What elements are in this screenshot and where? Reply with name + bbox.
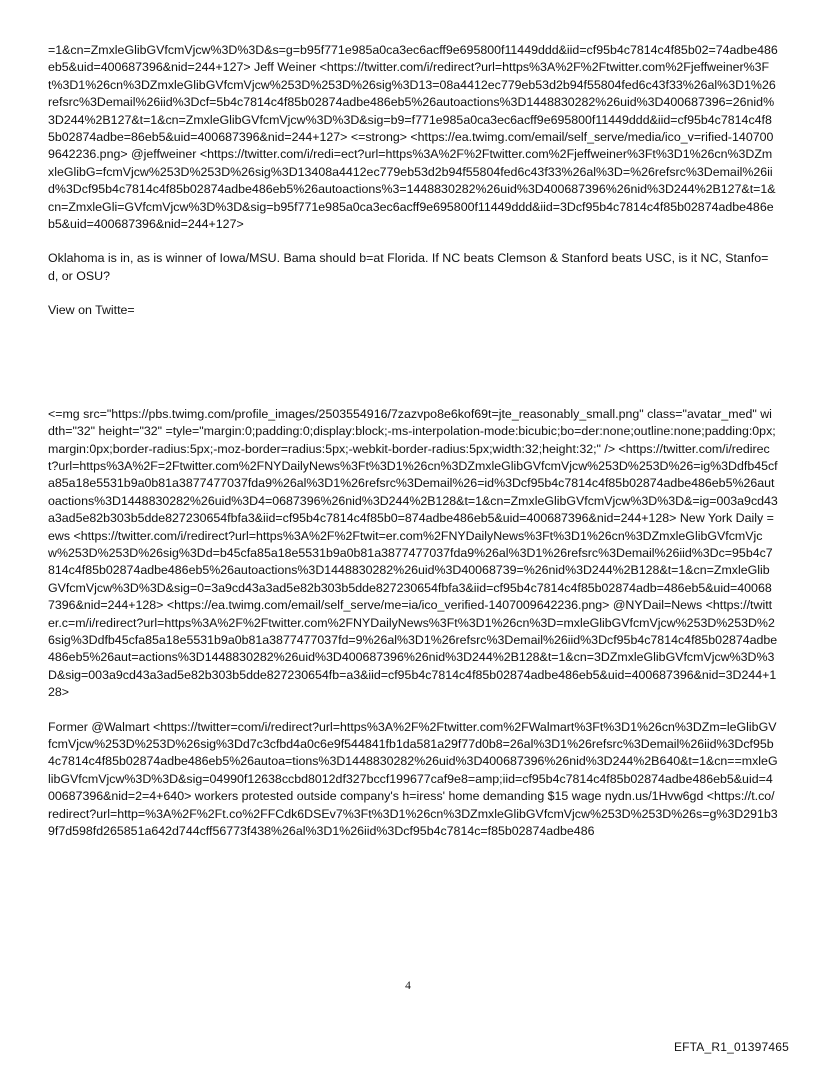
email-document-body <box>48 42 778 840</box>
view-on-twitter-text: View on Twitte= <box>48 303 135 318</box>
paragraph-nydailynews-header: <=mg src="https://pbs.twimg.com/profile_images/2503554916/7zazvpo8e6kof69t=jte_reasonably_small.png" class="avatar_med" width="32" height="32" =tyle="margin:0;padding:0;display:block;-ms-interpolation-mode:bicubic;bo=der:none;outline:none;padding:0px;margin:0px;border-radius:5px;-moz-border=radius:5px;-webkit-border-radius:5px;width:32;height:32;" /> <https://twitter.com/i/redirect?url=https%3A%2F=2Ftwitter.com%2FNYDailyNews%3Ft%3D1%26cn%3DZmxleGlibGVfcmVjcw%253D%253D%26=ig%3Ddfb45cfa85a18e5531b9a0b81a3877477037fda9%26al%3D1%26refsrc%3Demail%26=id%3Dcf95b4c7814c4f85b02874adbe486eb5%26autoactions%3D1448830282%26uid%3D4=0687396%26nid%3D244%2B128&t=1&cn=ZmxleGlibGVfcmVjcw%3D%3D&=ig=003a9cd43a3ad5e82b303b5dde827230654fbfa3&iid=cf95b4c7814c4f85b0=874adbe486eb5&uid=400687396&nid=244+128> New York Daily =ews <https://twitter.com/i/redirect?url=https%3A%2F%2Ftwit=er.com%2FNYDailyNews%3Ft%3D1%26cn%3DZmxleGlibGVfcmVjcw%253D%253D%26sig%3Dd=b45cfa85a18e5531b9a0b81a3877477037fda9%26al%3D1%26refsrc%3Demail%26iid%3Dc=95b4c7814c4f85b02874adbe486eb5%26autoactions%3D1448830282%26uid%3D40068739=%26nid%3D244%2B128&t=1&cn=ZmxleGlibGVfcmVjcw%3D%3D&sig=0=3a9cd43a3ad5e82b303b5dde827230654fbfa3&iid=cf95b4c7814c4f85b02874adb=486eb5&uid=400687396&nid=244+128> <https://ea.twimg.com/email/self_serve/me=ia/ico_verified-1407009642236.png> @NYDail=News <https://twitter.c=m/i/redirect?url=https%3A%2F%2Ftwitter.com%2FNYDailyNews%3Ft%3D1%26cn%3D=mxleGlibGVfcmVjcw%253D%253D%26sig%3Ddfb45cfa85a18e5531b9a0b81a3877477037fd=9%26al%3D1%26refsrc%3Demail%26iid%3Dcf95b4c7814c4f85b02874adbe486eb5%26aut=actions%3D1448830282%26uid%3D400687396%26nid%3D244%2B128&t=1&cn=3DZmxleGlibGVfcmVjcw%3D%3D&sig=003a9cd43a3ad5e82b303b5dde827230654fb=a3&iid=cf95b4c7814c4f85b02874adbe486eb5&uid=400687396&nid=3D244+128> <box>48 406 778 700</box>
paragraph-spacer <box>48 320 778 406</box>
paragraph-spacer <box>48 233 778 250</box>
paragraph-spacer <box>48 285 778 302</box>
paragraph-walmart-tweet: Former @Walmart <https://twitter=com/i/redirect?url=https%3A%2F%2Ftwitter.com%2FWalmart%3Ft%3D1%26cn%3DZm=leGlibGVfcmVjcw%253D%253D%26sig%3Dd7c3cfbd4a0c6e9f544841fb1da581a29f77d0b8=26al%3D1%26refsrc%3Demail%26iid%3Dcf95b4c7814c4f85b02874adbe486eb5%26autoa=tions%3D1448830282%26uid%3D400687396%26nid%3D244%2B640&t=1&cn==mxleGlibGVfcmVjcw%3D%3D&sig=04990f12638ccbd8012df327bccf199677caf9e8=amp;iid=cf95b4c7814c4f85b02874adbe486eb5&uid=400687396&nid=2=4+640> workers protested outside company's h=iress' home demanding $15 wage nydn.us/1Hvw6gd <https://t.co/redirect?url=http=%3A%2F%2Ft.co%2FFCdk6DSEv7%3Ft%3D1%26cn%3DZmxleGlibGVfcmVjcw%253D%253D%26s=g%3D291b39f7d598fd265851a642d744cff56773f438%26al%3D1%26iid%3Dcf95b4c7814c=f85b02874adbe486 <box>48 719 778 839</box>
document-id-stamp: EFTA_R1_01397465 <box>673 1040 789 1054</box>
paragraph-jeff-weiner-header: =1&cn=ZmxleGlibGVfcmVjcw%3D%3D&s=g=b95f771e985a0ca3ec6acff9e695800f11449ddd&iid=cf95b4c7814c4f85b02=74adbe486eb5&uid=400687396&nid=244+127> Jeff Weiner <https://twitter.com/i/redirect?url=https%3A%2F%2Ftwitter.com%2Fjeffweiner%3Ft%3D1%26cn%3DZmxleGlibGVfcmVjcw%253D%253D%26sig%3D13=08a4412ec779eb53d2b94f55804fed6c43f33%26al%3D1%26refsrc%3Demail%26iid%3Dcf=5b4c7814c4f85b02874adbe486eb5%26autoactions%3D1448830282%26uid%3D400687396=26nid%3D244%2B127&t=1&cn=ZmxleGlibGVfcmVjcw%3D%3D&sig=b9=f771e985a0ca3ec6acff9e695800f11449ddd&iid=cf95b4c7814c4f85b02874adbe=86eb5&uid=400687396&nid=244+127> <=strong> <https://ea.twimg.com/email/self_serve/media/ico_v=rified-1407009642236.png> @jeffweiner <https://twitter.com/i/redi=ect?url=https%3A%2F%2Ftwitter.com%2Fjeffweiner%3Ft%3D1%26cn%3DZmxleGlibG=fcmVjcw%253D%253D%26sig%3D13408a4412ec779eb53d2b94f55804fed6c43f33%26al%3D=%26refsrc%3Demail%26iid%3Dcf95b4c7814c4f85b02874adbe486eb5%26autoactions%3=1448830282%26uid%3D400687396%26nid%3D244%2B127&t=1&cn=ZmxleGli=GVfcmVjcw%3D%3D&sig=b95f771e985a0ca3ec6acff9e695800f11449ddd&iid=3Dcf95b4c7814c4f85b02874adbe486eb5&uid=400687396&nid=244+127> <box>48 43 778 232</box>
page-number: 4 <box>405 980 411 992</box>
paragraph-spacer <box>48 702 778 719</box>
paragraph-tweet-text: Oklahoma is in, as is winner of Iowa/MSU. Bama should b=at Florida. If NC beats Clemson & Stanford beats USC, is it NC, Stanfo=d, or OSU? <box>48 251 769 283</box>
